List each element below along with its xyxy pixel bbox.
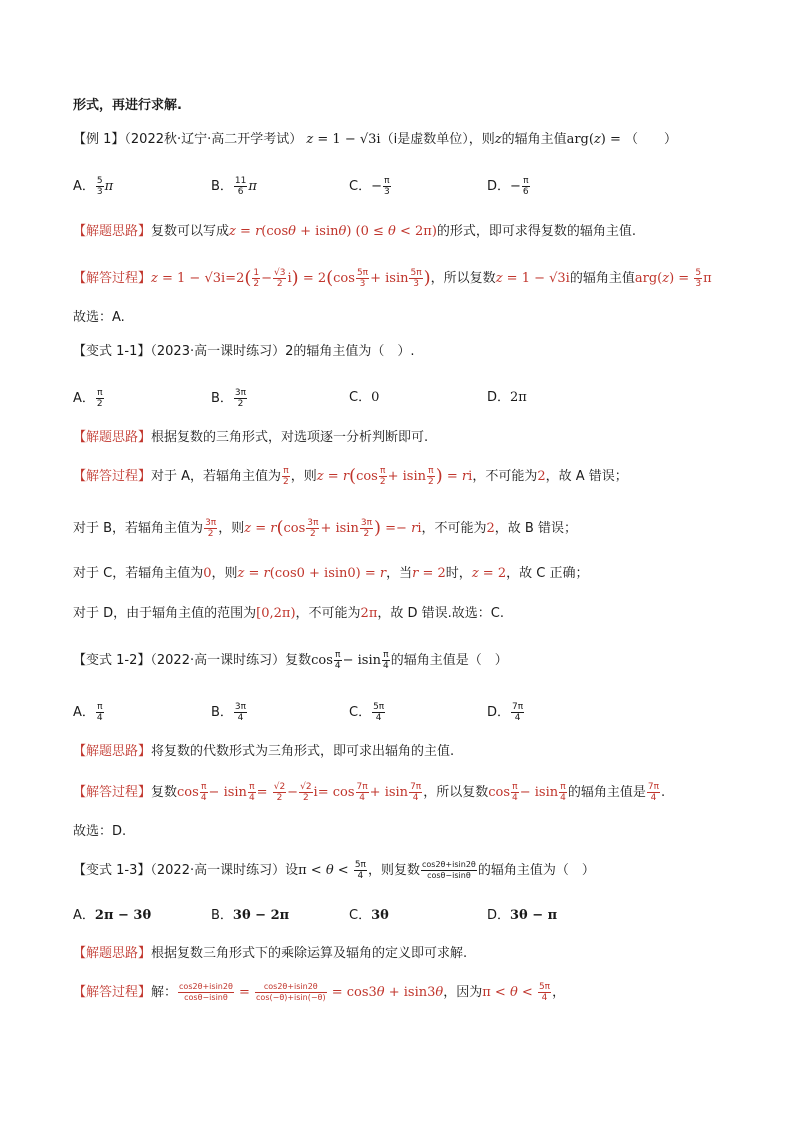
example-1-process: 【解答过程】z = 1 − √3i=2( $\frac{1}{2}$ − $\frac{√3}{2}$ i) = 2(cos $\frac{5\pi}{3}$ + isin $\frac{5\pi}{3}$ )，所以复数z = 1 − √3i的辐角主值arg(z) = $\frac{5}{3}$ π: [73, 267, 712, 289]
variant-1-1-process-c: 对于 C，若辐角主值为0，则z = r(cos0 + isin0) = r，当r = 2时，z = 2，故 C 正确；: [73, 566, 589, 581]
variant-1-2-answer: 故选：D.: [73, 824, 127, 839]
variant-1-3-idea: 【解题思路】根据复数三角形式下的乘除运算及辐角的定义即可求解.: [73, 946, 468, 961]
example-source: （2022秋·辽宁·高二开学考试）: [124, 132, 303, 147]
variant-1-1-option-b[interactable]: B． $\frac{3\pi}{2}$: [211, 388, 247, 409]
variant-1-1-idea: 【解题思路】根据复数的三角形式，对选项逐一分析判断即可.: [73, 430, 429, 445]
example-1-option-b[interactable]: B． $\frac{11}{6}$ π: [211, 176, 257, 197]
example-1-option-a[interactable]: A． $\frac{5}{3}$ π: [73, 176, 114, 197]
variant-1-3-process: 【解答过程】解： $\frac{\cos 2\theta+isin2\theta}{\cos\theta-isin\theta}$ = $\frac{\cos 2\theta+isin2\theta}{\cos(-\theta)+isin(-\theta)}$ = cos3θ + isin3θ，因为π < θ < $\frac{5\pi}{4}$ ，: [73, 982, 566, 1003]
variant-1-1-process-a: 【解答过程】对于 A，若辐角主值为 $\frac{\pi}{2}$ ，则z = r(cos $\frac{\pi}{2}$ + isin $\frac{\pi}{2}$ ) = ri，不可能为2，故 A 错误；: [73, 465, 628, 487]
example-1-stem: 【例 1】（2022秋·辽宁·高二开学考试） z = 1 − √3i（i是虚数单位），则z的辐角主值arg(z) = （ ）: [73, 132, 678, 147]
example-tag: 【例 1】: [73, 132, 125, 147]
example-1-idea: 【解题思路】复数可以写成z = r(cosθ + isinθ) (0 ≤ θ < 2π)的形式，即可求得复数的辐角主值.: [73, 224, 637, 239]
variant-1-1-option-d[interactable]: D．2π: [487, 390, 527, 405]
variant-1-1-option-a[interactable]: A． $\frac{\pi}{2}$: [73, 388, 103, 409]
variant-1-2-option-c[interactable]: C． $\frac{5\pi}{4}$: [349, 702, 385, 723]
variant-1-2-process: 【解答过程】复数cos $\frac{\pi}{4}$ − isin $\frac{\pi}{4}$ = $\frac{√2}{2}$ − $\frac{√2}{2}$ i= cos $\frac{7\pi}{4}$ + isin $\frac{7\pi}{4}$ ，所以复数cos $\frac{\pi}{4}$ − isin $\frac{\pi}{4}$ 的辐角主值是 $\frac{7\pi}{4}$ .: [73, 782, 666, 803]
variant-1-1-option-c[interactable]: C．0: [349, 390, 380, 405]
variant-1-1-process-d: 对于 D，由于辐角主值的范围为[0,2π)，不可能为2π，故 D 错误.故选：C.: [73, 606, 504, 621]
variant-1-2-option-b[interactable]: B． $\frac{3\pi}{4}$: [211, 702, 247, 723]
variant-1-1-process-b: 对于 B，若辐角主值为 $\frac{3\pi}{2}$ ，则z = r(cos $\frac{3\pi}{2}$ + isin $\frac{3\pi}{2}$ ) =− ri，不可能为2，故 B 错误；: [73, 517, 577, 539]
example-1-option-c[interactable]: C．− $\frac{\pi}{3}$: [349, 176, 390, 197]
variant-1-3-option-b[interactable]: B．3θ − 2π: [211, 908, 290, 923]
example-1-answer: 故选：A.: [73, 310, 125, 325]
variant-1-3-option-c[interactable]: C．3θ: [349, 908, 389, 923]
variant-1-3-option-d[interactable]: D．3θ − π: [487, 908, 558, 923]
idea-tag: 【解题思路】: [73, 224, 152, 239]
variant-1-2-option-d[interactable]: D． $\frac{7\pi}{4}$: [487, 702, 524, 723]
variant-1-3-stem: 【变式 1-3】（2022·高一课时练习）设π < θ < $\frac{5\pi}{4}$ ，则复数 $\frac{\cos 2\theta+isin2\theta}{\cos\theta-isin\theta}$ 的辐角主值为（ ）: [73, 860, 595, 881]
process-tag: 【解答过程】: [73, 271, 152, 286]
variant-1-2-stem: 【变式 1-2】（2022·高一课时练习）复数cos $\frac{\pi}{4}$ − isin $\frac{\pi}{4}$ 的辐角主值是（ ）: [73, 650, 508, 671]
variant-tag: 【变式 1-1】: [73, 344, 151, 359]
intro-text: 形式，再进行求解.: [73, 98, 182, 113]
example-1-option-d[interactable]: D．− $\frac{\pi}{6}$: [487, 176, 529, 197]
variant-1-3-option-a[interactable]: A．2π − 3θ: [73, 908, 152, 923]
variant-1-2-option-a[interactable]: A． $\frac{\pi}{4}$: [73, 702, 103, 723]
variant-1-1-stem: 【变式 1-1】（2023·高一课时练习）2的辐角主值为（ ）.: [73, 344, 415, 359]
variant-1-2-idea: 【解题思路】将复数的代数形式为三角形式，即可求出辐角的主值.: [73, 744, 455, 759]
